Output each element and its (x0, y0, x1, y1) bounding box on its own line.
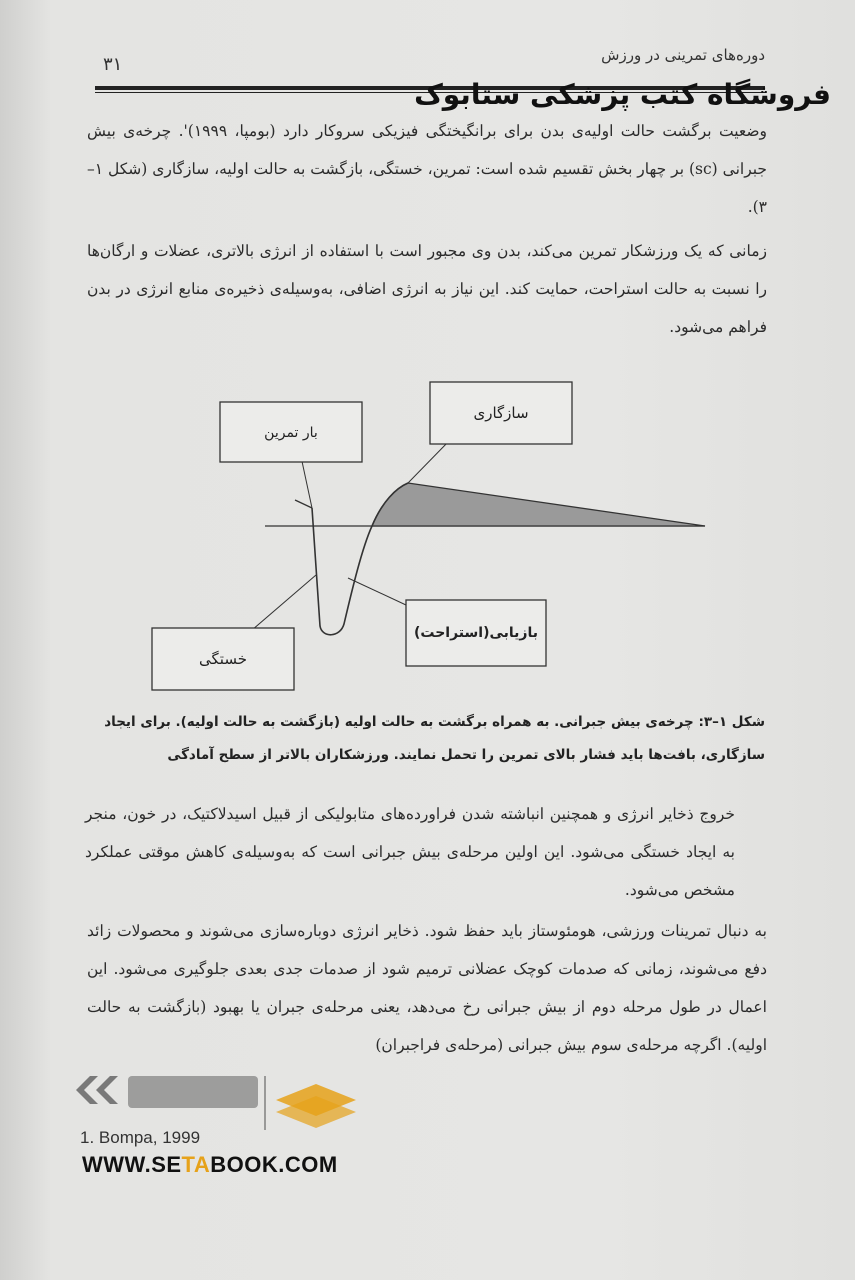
fatigue-connector (252, 575, 316, 630)
label-training-load: بار تمرین (264, 425, 318, 441)
label-fatigue: خستگی (199, 650, 247, 668)
figure-caption (95, 706, 765, 772)
adaptation-shaded-area (372, 483, 705, 526)
url-suffix: BOOK.COM (210, 1152, 338, 1177)
caption-line-1: شکل ۱–۳: چرخه‌ی بیش جبرانی. به همراه برگشت به حالت اولیه (بازگشت به حالت اولیه). برای ایجاد (104, 714, 765, 730)
caption-line-2: سازگاری، بافت‌ها باید فشار بالای تمرین را تحمل نمایند. ورزشکاران بالاتر از سطح آمادگی (167, 747, 765, 763)
training-load-pointer (295, 500, 312, 508)
supercompensation-diagram (150, 380, 720, 700)
label-recovery: بازیابی(استراحت) (413, 625, 539, 641)
url-prefix: WWW.SE (82, 1152, 182, 1177)
running-header-title: دوره‌های تمرینی در ورزش (601, 46, 765, 64)
paragraph-2: زمانی که یک ورزشکار تمرین می‌کند، بدن وی مجبور است با استفاده از انرژی بالاتری، عضلات و ارگان‌ها را نسبت به حالت استراحت، حمایت کند. این نیاز به انرژی اضافی، به‌وسیله‌ی ذخیره‌ی منابع انرژی در بدن فراهم می‌شود. (87, 242, 767, 336)
label-adaptation: سازگاری (473, 404, 529, 422)
store-watermark-banner: فروشگاه کتب پزشکی ستابوک (414, 78, 831, 111)
adaptation-connector (408, 440, 450, 483)
paragraph-1: وضعیت برگشت حالت اولیه‌ی بدن برای برانگیختگی فیزیکی سروکار دارد (بومپا، ۱۹۹۹)'. چرخه‌ی بیش جبرانی (sc) بر چهار بخش تقسیم شده است: تمرین، خستگی، بازگشت به حالت اولیه، سازگاری (شکل ۱–۳). (87, 122, 768, 216)
paragraph-3: خروج ذخایر انرژی و همچنین انباشته شدن فراورده‌های متابولیکی از قبیل اسیدلاکتیک، در خون، منجر به ایجاد خستگی می‌شود. این اولین مرحله‌ی بیش جبرانی است که به‌وسیله‌ی کاهش موقتی عملکرد مشخص می‌شود. (85, 805, 735, 899)
page-number: ۳۱ (103, 54, 123, 75)
url-accent: TA (181, 1152, 211, 1177)
paragraph-4: به دنبال تمرینات ورزشی، هومئوستاز باید حفظ شود. ذخایر انرژی دوباره‌سازی می‌شوند و محصولات زائد دفع می‌شوند، زمانی که صدمات کوچک عضلانی ترمیم شود از صدمات جدی بعدی جلوگیری می‌شود. این اعمال در طول مرحله دوم از بیش جبرانی رخ می‌دهد، یعنی مرحله‌ی جبران یا بهبود (بازگشت به حالت اولیه). اگرچه مرحله‌ی سوم بیش جبرانی (مرحله‌ی فراجبران) (87, 922, 767, 1054)
recovery-connector (348, 578, 406, 605)
website-url (82, 1152, 338, 1178)
footnote: 1. Bompa, 1999 (80, 1128, 201, 1147)
